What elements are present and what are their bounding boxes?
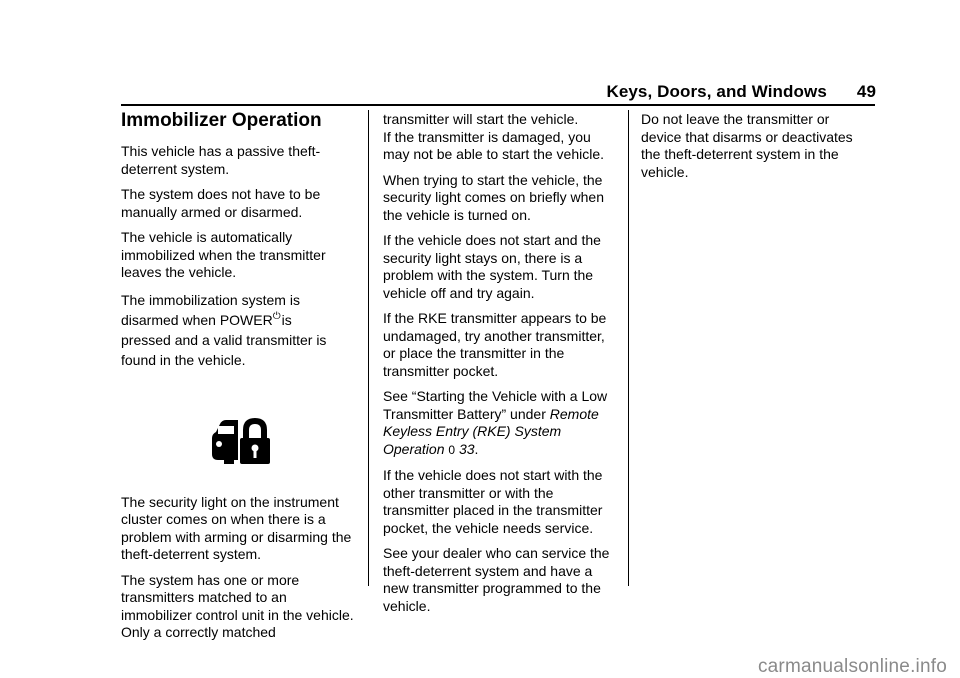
paragraph: transmitter will start the vehicle. xyxy=(383,111,579,127)
reference-link[interactable]: Remote Keyless Entry (RKE) System Operation xyxy=(383,405,599,457)
paragraph: This vehicle has a passive theft-deterrent system. xyxy=(121,143,321,177)
page-number: 49 xyxy=(856,82,876,101)
page-header xyxy=(606,82,876,102)
section-heading: Immobilizer Operation xyxy=(121,110,322,131)
paragraph: If the vehicle does not start and the security light stays on, there is a problem with the system. Turn the vehicle off and try again. xyxy=(383,232,601,301)
section-title: Keys, Doors, and Windows xyxy=(606,82,827,101)
reference-page[interactable]: 33 xyxy=(458,440,475,457)
column-1 xyxy=(121,110,359,650)
paragraph: Do not leave the transmitter or device that disarms or deactivates the theft-deterrent system in the vehicle. xyxy=(641,111,853,180)
paragraph: The security light on the instrument cluster comes on when there is a problem with arming or disarming the theft-deterrent system. xyxy=(121,493,352,562)
paragraph-text: The immobilization system is xyxy=(121,291,300,308)
paragraph: If the vehicle does not start with the other transmitter or with the transmitter placed in the transmitter pocket, the vehicle needs service. xyxy=(383,467,603,536)
paragraph-power xyxy=(121,290,359,370)
paragraph-text: pressed and a valid transmitter is found in the vehicle. xyxy=(121,331,327,368)
column-divider-2 xyxy=(628,110,629,586)
paragraph: When trying to start the vehicle, the security light comes on briefly when the vehicle is turned on. xyxy=(383,171,604,223)
column-divider-1 xyxy=(368,110,369,586)
security-light-icon xyxy=(210,414,270,466)
header-rule xyxy=(121,104,875,106)
paragraph: If the RKE transmitter appears to be undamaged, try another transmitter, or place the transmitter in the transmitter pocket. xyxy=(383,310,607,379)
column-3 xyxy=(641,111,873,189)
paragraph-text: disarmed when POWER xyxy=(121,311,273,328)
paragraph: See your dealer who can service the theft-deterrent system and have a new transmitter programmed to the vehicle. xyxy=(383,545,610,614)
paragraph: The system does not have to be manually armed or disarmed. xyxy=(121,186,321,220)
paragraph-text: is xyxy=(281,311,292,328)
column-2 xyxy=(383,111,615,623)
paragraph-text: See “Starting the Vehicle with a Low Transmitter Battery” under xyxy=(383,388,608,422)
power-button-icon: ⏻ xyxy=(272,310,281,322)
watermark: carmanualsonline.info xyxy=(757,656,947,677)
paragraph: The system has one or more transmitters matched to an immobilizer control unit in the vehicle. Only a correctly matched xyxy=(121,571,354,640)
paragraph: If the transmitter is damaged, you may not be able to start the vehicle. xyxy=(383,128,605,162)
security-light-icon-container xyxy=(121,414,359,467)
paragraph-text: . xyxy=(474,440,479,457)
paragraph-reference xyxy=(383,388,615,459)
paragraph: The vehicle is automatically immobilized when the transmitter leaves the vehicle. xyxy=(121,229,326,280)
page-reference-icon: 0 xyxy=(448,442,456,457)
